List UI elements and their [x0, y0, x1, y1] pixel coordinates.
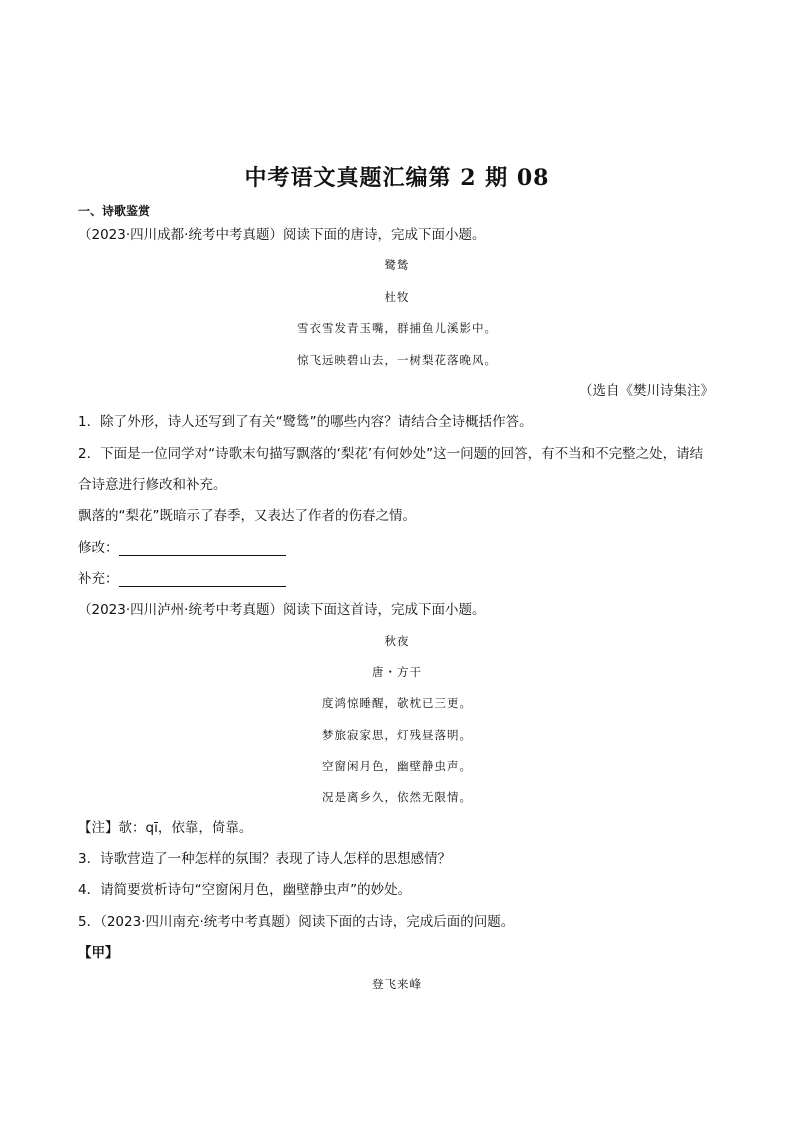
section-heading: 一、诗歌鉴赏 [78, 204, 151, 218]
poem2-author: 唐・方干 [372, 665, 422, 679]
question-1: 1．除了外形，诗人还写到了有关“鹭鸶”的哪些内容？请结合全诗概括作答。 [78, 414, 533, 430]
poem2-title: 秋夜 [384, 634, 410, 648]
revise-answer-blank[interactable] [119, 541, 286, 556]
poem1-line-2: 惊飞远映碧山去，一树梨花落晚风。 [297, 353, 497, 367]
poem2-line-3: 空窗闲月色，幽壁静虫声。 [322, 759, 472, 773]
supplement-answer-blank[interactable] [119, 572, 286, 587]
poem1-source: （选自《樊川诗集注》 [579, 383, 714, 399]
poem2-line-4: 况是离乡久，依然无限情。 [322, 790, 472, 804]
question-intro-1: （2023·四川成都·统考中考真题）阅读下面的唐诗，完成下面小题。 [78, 227, 486, 243]
poem3-title: 登飞来峰 [372, 977, 422, 991]
question-2-line-1: 2．下面是一位同学对“诗歌末句描写飘落的‘梨花’有何妙处”这一问题的回答，有不当和不完整之处，请结 [78, 446, 704, 462]
poem2-line-1: 度鸿惊睡醒，欹枕已三更。 [322, 696, 472, 710]
supplement-row [78, 571, 286, 587]
revise-row [78, 540, 286, 556]
poem1-author: 杜牧 [384, 290, 410, 304]
revise-label: 修改： [78, 540, 119, 556]
question-4: 4．请简要赏析诗句“空窗闲月色，幽壁静虫声”的妙处。 [78, 882, 412, 898]
poem1-title: 鹭鸶 [384, 258, 410, 272]
question-5: 5．（2023·四川南充·统考中考真题）阅读下面的古诗，完成后面的问题。 [78, 914, 515, 930]
jia-label: 【甲】 [78, 945, 119, 961]
question-intro-2: （2023·四川泸州·统考中考真题）阅读下面这首诗，完成下面小题。 [78, 602, 486, 618]
question-2-answer: 飘落的“梨花”既暗示了春季，又表达了作者的伤春之情。 [78, 508, 416, 524]
question-3: 3．诗歌营造了一种怎样的氛围？表现了诗人怎样的思想感情？ [78, 851, 452, 867]
annotation-note: 【注】欹：qī，依靠，倚靠。 [78, 820, 253, 836]
poem1-line-1: 雪衣雪发青玉嘴，群捕鱼儿溪影中。 [297, 321, 497, 335]
question-2-line-2: 合诗意进行修改和补充。 [78, 477, 227, 493]
poem2-line-2: 梦旅寂家思，灯残昼落明。 [322, 728, 472, 742]
supplement-label: 补充： [78, 571, 119, 587]
page-title: 中考语文真题汇编第 2 期 08 [244, 165, 550, 191]
